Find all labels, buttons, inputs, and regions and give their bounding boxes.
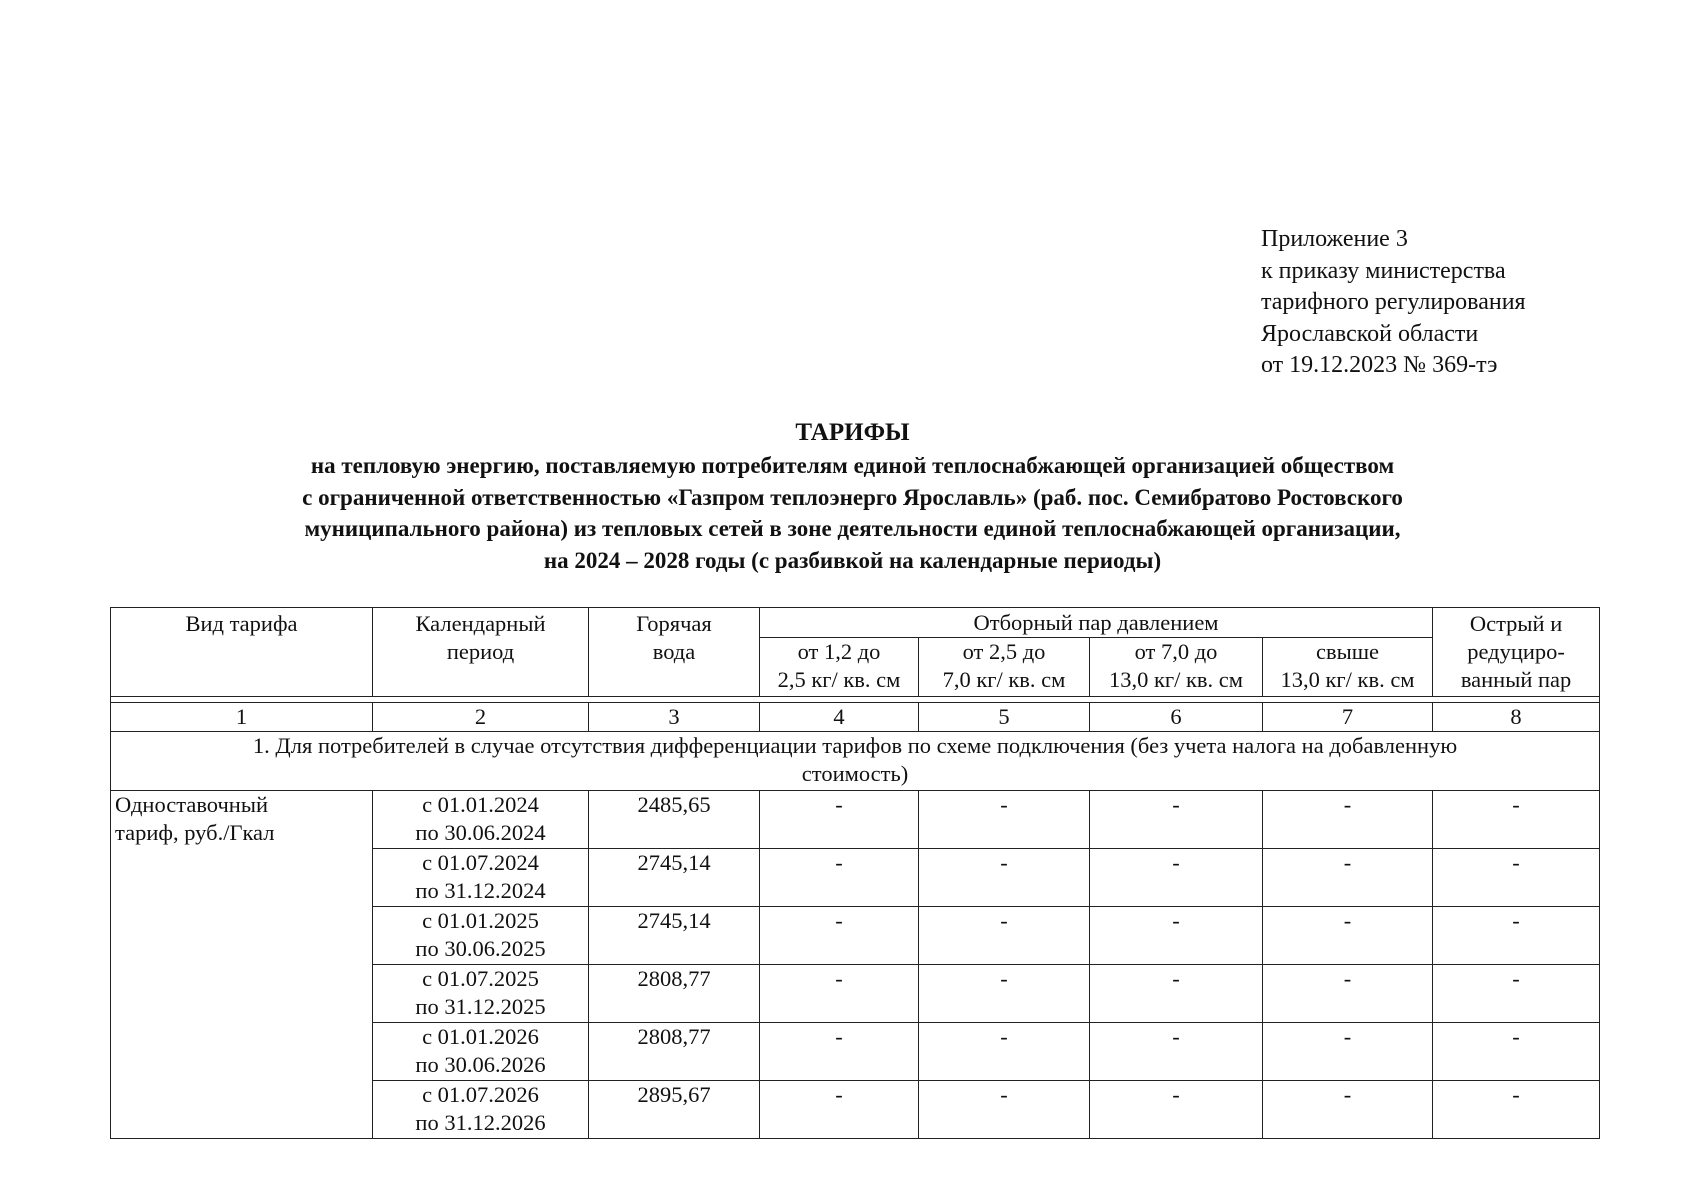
section-heading-line: стоимость)	[801, 761, 909, 786]
pressure-1-value: -	[760, 1023, 919, 1081]
hot-water-value: 2745,14	[589, 849, 760, 907]
period-from: с 01.01.2024	[422, 792, 539, 817]
pressure-2-value: -	[919, 849, 1090, 907]
period-from: с 01.07.2024	[422, 850, 539, 875]
header-sharp-line: Острый и	[1469, 611, 1563, 636]
pressure-2-value: -	[919, 1023, 1090, 1081]
header-pressure-line: 13,0 кг/ кв. см	[1108, 667, 1244, 692]
pressure-2-value: -	[919, 791, 1090, 849]
hot-water-value: 2895,67	[589, 1081, 760, 1139]
subtitle-line: на 2024 – 2028 годы (с разбивкой на календарные периоды)	[543, 547, 1162, 573]
header-pressure-1	[760, 638, 919, 697]
section-heading	[111, 732, 1600, 791]
document-title: ТАРИФЫ	[795, 419, 910, 446]
header-steam-group-label: Отборный пар давлением	[973, 610, 1219, 635]
table-row	[111, 791, 1600, 849]
hot-water-value: 2808,77	[589, 965, 760, 1023]
pressure-2-value: -	[919, 907, 1090, 965]
appendix-line: Ярославской области	[1261, 320, 1479, 347]
column-number: 2	[373, 703, 589, 732]
pressure-1-value: -	[760, 1081, 919, 1139]
column-number: 5	[919, 703, 1090, 732]
header-pressure-3	[1090, 638, 1263, 697]
tariff-name-line: Одноставочный	[115, 792, 268, 817]
period-to: по 30.06.2024	[415, 820, 546, 845]
column-number: 6	[1090, 703, 1263, 732]
column-number: 4	[760, 703, 919, 732]
pressure-3-value: -	[1090, 791, 1263, 849]
header-pressure-line: 2,5 кг/ кв. см	[777, 667, 901, 692]
header-row-1	[111, 608, 1600, 638]
pressure-1-value: -	[760, 907, 919, 965]
sharp-steam-value: -	[1433, 965, 1600, 1023]
hot-water-value: 2745,14	[589, 907, 760, 965]
period-to: по 31.12.2026	[415, 1110, 546, 1135]
period-cell	[373, 1023, 589, 1081]
subtitle-line: муниципального района) из тепловых сетей в зоне деятельности единой теплоснабжающей организации,	[304, 516, 1401, 541]
header-pressure-line: от 7,0 до	[1134, 639, 1218, 664]
header-tariff-type-label: Вид тарифа	[185, 611, 298, 636]
column-number-row	[111, 703, 1600, 732]
sharp-steam-value: -	[1433, 907, 1600, 965]
appendix-line: тарифного регулирования	[1261, 289, 1526, 315]
appendix-block	[1261, 224, 1526, 382]
sharp-steam-value: -	[1433, 849, 1600, 907]
header-sharp-line: редуциро-	[1467, 639, 1565, 664]
pressure-3-value: -	[1090, 965, 1263, 1023]
document-subtitle	[110, 450, 1595, 576]
column-number: 7	[1263, 703, 1433, 732]
header-hot-water-line: Горячая	[636, 611, 712, 636]
period-to: по 31.12.2025	[415, 994, 546, 1019]
header-sharp-line: ванный пар	[1460, 667, 1572, 692]
header-pressure-line: от 2,5 до	[962, 639, 1046, 664]
header-hot-water	[589, 608, 760, 697]
period-to: по 30.06.2025	[415, 936, 546, 961]
header-steam-group	[760, 608, 1433, 638]
pressure-2-value: -	[919, 965, 1090, 1023]
period-from: с 01.01.2026	[422, 1024, 539, 1049]
period-to: по 30.06.2026	[415, 1052, 546, 1077]
pressure-3-value: -	[1090, 849, 1263, 907]
appendix-line: к приказу министерства	[1261, 257, 1506, 284]
subtitle-line: с ограниченной ответственностью «Газпром теплоэнерго Ярославль» (раб. пос. Семибратово Ростовского	[302, 484, 1403, 510]
header-period	[373, 608, 589, 697]
header-pressure-4	[1263, 638, 1433, 697]
header-hot-water-line: вода	[652, 639, 696, 664]
sharp-steam-value: -	[1433, 791, 1600, 849]
subtitle-line: на тепловую энергию, поставляемую потребителям единой теплоснабжающей организацией обществом	[310, 453, 1395, 478]
header-period-line: Календарный	[415, 611, 546, 636]
section-heading-line: 1. Для потребителей в случае отсутствия дифференциации тарифов по схеме подключения (без учета налога на добавленную	[252, 733, 1458, 758]
pressure-4-value: -	[1263, 849, 1433, 907]
header-pressure-line: 7,0 кг/ кв. см	[942, 667, 1066, 692]
pressure-4-value: -	[1263, 1081, 1433, 1139]
period-cell	[373, 849, 589, 907]
period-cell	[373, 791, 589, 849]
pressure-4-value: -	[1263, 907, 1433, 965]
pressure-3-value: -	[1090, 1023, 1263, 1081]
period-from: с 01.07.2026	[422, 1082, 539, 1107]
header-pressure-line: свыше	[1316, 639, 1380, 664]
hot-water-value: 2808,77	[589, 1023, 760, 1081]
header-pressure-2	[919, 638, 1090, 697]
pressure-1-value: -	[760, 965, 919, 1023]
tariff-table	[110, 607, 1600, 1139]
appendix-line: Приложение 3	[1261, 226, 1408, 252]
pressure-1-value: -	[760, 849, 919, 907]
pressure-4-value: -	[1263, 965, 1433, 1023]
pressure-3-value: -	[1090, 1081, 1263, 1139]
hot-water-value: 2485,65	[589, 791, 760, 849]
appendix-line: от 19.12.2023 № 369-тэ	[1261, 352, 1498, 378]
pressure-4-value: -	[1263, 1023, 1433, 1081]
period-cell	[373, 965, 589, 1023]
pressure-4-value: -	[1263, 791, 1433, 849]
header-tariff-type	[111, 608, 373, 697]
period-from: с 01.07.2025	[422, 966, 539, 991]
tariff-name-line: тариф, руб./Гкал	[115, 820, 275, 845]
sharp-steam-value: -	[1433, 1023, 1600, 1081]
column-number: 8	[1433, 703, 1600, 732]
header-pressure-line: от 1,2 до	[797, 639, 881, 664]
column-number: 1	[111, 703, 373, 732]
pressure-1-value: -	[760, 791, 919, 849]
header-pressure-line: 13,0 кг/ кв. см	[1280, 667, 1415, 692]
header-period-line: период	[446, 639, 515, 664]
section-row	[111, 732, 1600, 791]
sharp-steam-value: -	[1433, 1081, 1600, 1139]
period-cell	[373, 1081, 589, 1139]
period-to: по 31.12.2024	[415, 878, 546, 903]
period-cell	[373, 907, 589, 965]
tariff-name-cell	[111, 791, 373, 1139]
pressure-2-value: -	[919, 1081, 1090, 1139]
title-block	[110, 416, 1595, 576]
header-sharp-steam	[1433, 608, 1600, 697]
period-from: с 01.01.2025	[422, 908, 539, 933]
pressure-3-value: -	[1090, 907, 1263, 965]
column-number: 3	[589, 703, 760, 732]
